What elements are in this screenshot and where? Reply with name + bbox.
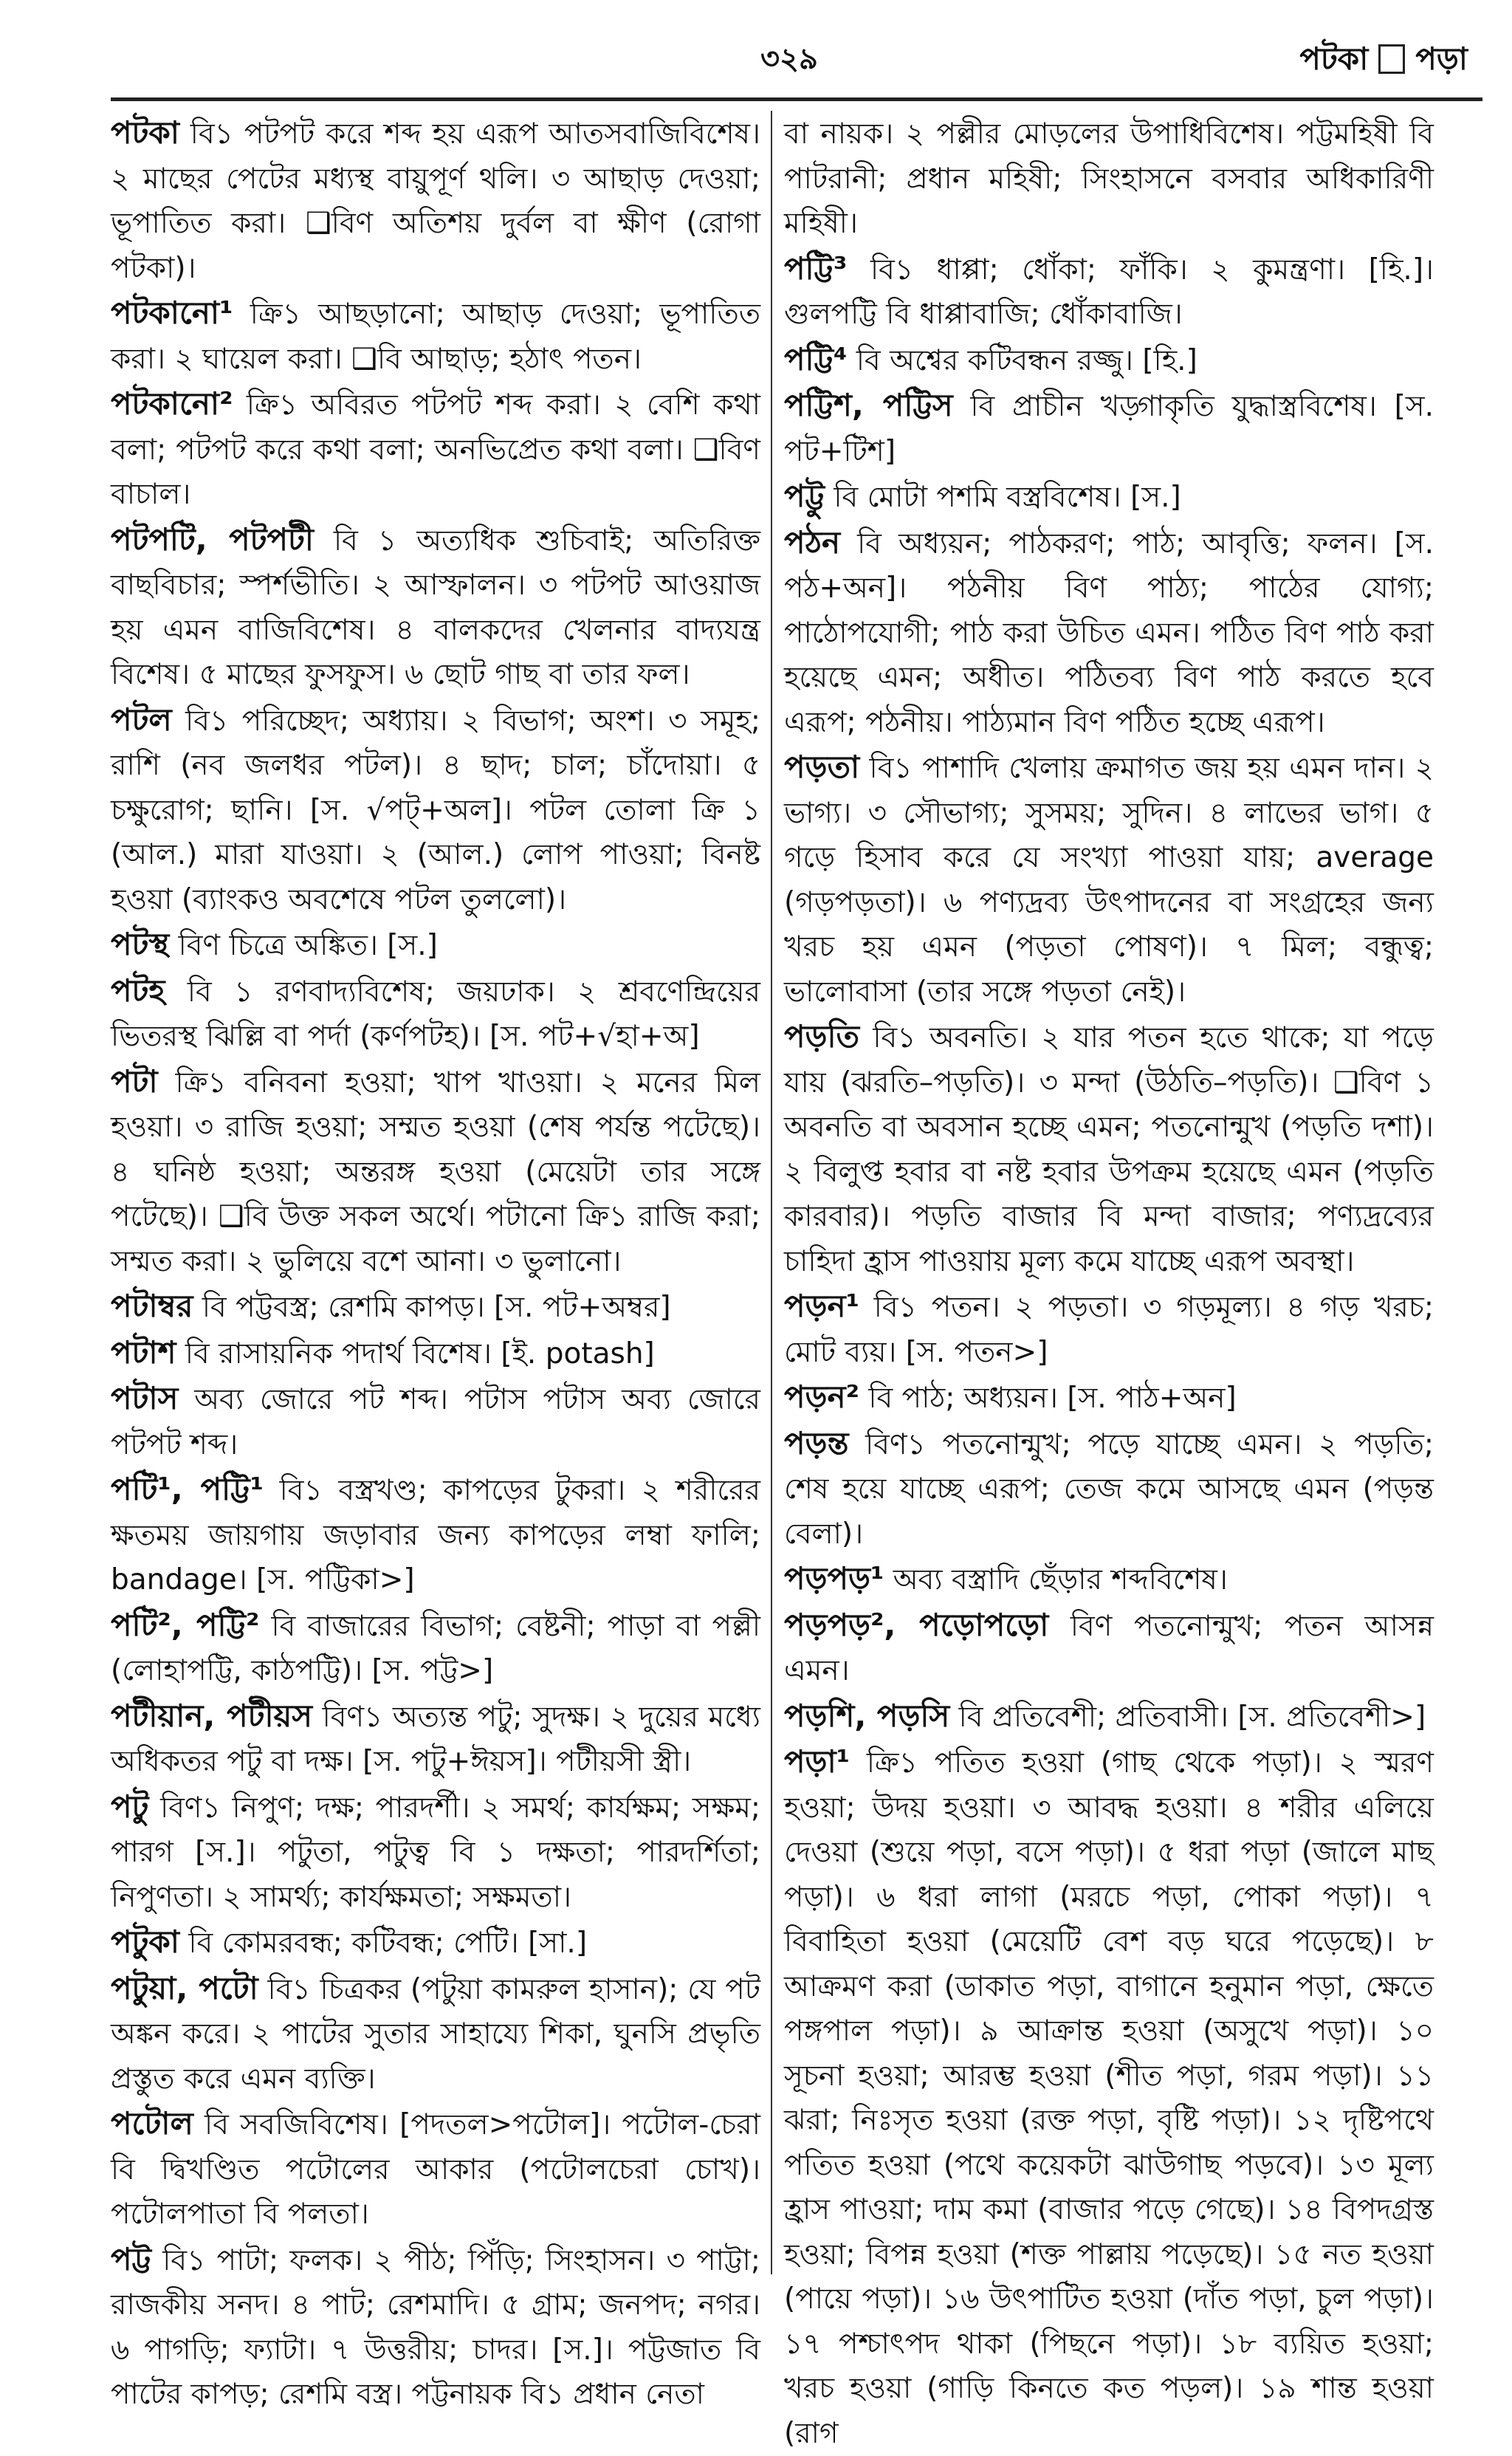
dictionary-entry [111,1467,760,1603]
definition: বি প্রতিবেশী; প্রতিবাসী। [স. প্রতিবেশী>] [949,1700,1426,1734]
dictionary-entry [111,382,760,518]
left-column [111,111,761,2411]
definition: বি ১ রণবাদ্যবিশেষ; জয়ঢাক। ২ শ্রবণেন্দ্রিয়ের ভিতরস্থ ঝিল্লি বা পর্দা (কর্ণপটহ)। [স. পট+√হা+অ] [111,975,760,1053]
headword: পড়ন্ত [784,1424,849,1461]
headword: পটি², পট্টি² [111,1606,260,1643]
dictionary-entry [111,1060,760,1285]
definition: বি বাজারের বিভাগ; বেষ্টনী; পাড়া বা পল্লী (লোহাপট্টি, কাঠপট্টি)। [স. পট্ট>] [111,1609,760,1687]
definition: ক্রি১ অবিরত পটপট শব্দ করা। ২ বেশি কথা বলা; পটপট করে কথা বলা; অনভিপ্রেত কথা বলা। ❑বিণ বাচাল। [111,388,760,511]
separator-box-icon [1378,44,1405,74]
headword: পড়পড়¹ [784,1560,884,1596]
definition: বি১ পাশাদি খেলায় ক্রমাগত জয় হয় এমন দান। ২ ভাগ্য। ৩ সৌভাগ্য; সুসময়; সুদিন। ৪ লাভের ভাগ। ৫ গড়ে হিসাব করে যে সংখ্যা পাওয়া যায়; average (গড়পড়তা)। ৬ পণ্যদ্রব্য উৎপাদনের বা সংগ্রহের জন্য খরচ হয় এমন (পড়তা পোষণ)। ৭ মিল; বন্ধুত্ব; ভালোবাসা (তার সঙ্গে পড়তা নেই)। [784,752,1434,1009]
right-column [784,111,1434,2450]
dictionary-entry [111,2237,760,2418]
definition: বিণ চিত্রে অঙ্কিত। [স.] [169,929,438,962]
headword: পঠন [784,524,841,560]
headword: পটাস [111,1380,179,1416]
headword: পট্টিশ, পট্টিস [784,387,953,423]
definition: বা নায়ক। ২ পল্লীর মোড়লের উপাধিবিশেষ। পট্টমহিষী বি পাটরানী; প্রধান মহিষী; সিংহাসনে বসবার অধিকারিণী মহিষী। [784,117,1434,240]
definition: অব্য বস্ত্রাদি ছেঁড়ার শব্দবিশেষ। [884,1563,1228,1596]
definition: বি অধ্যয়ন; পাঠকরণ; পাঠ; আবৃত্তি; ফলন। [স. পঠ+অন]। পঠনীয় বিণ পাঠ্য; পাঠের যোগ্য; পাঠোপযোগী; পাঠ করা উচিত এমন। পঠিত বিণ পাঠ করা হয়েছে এমন; অধীত। পঠিতব্য বিণ পাঠ করতে হবে এরূপ; পঠনীয়। পাঠ্যমান বিণ পঠিত হচ্ছে এরূপ। [784,526,1434,739]
definition: বিণ১ পতনোন্মুখ; পড়ে যাচ্ছে এমন। ২ পড়তি; শেষ হয়ে যাচ্ছে এরূপ; তেজ কমে আসছে এমন (পড়ন্ত বেলা)। [784,1427,1434,1551]
definition: বিণ পতনোন্মুখ; পতন আসন্ন এমন। [784,1609,1434,1687]
headword: পটকানো² [111,385,233,422]
dictionary-entry [784,1603,1434,1694]
headword: পটি¹, পট্টি¹ [111,1471,264,1507]
headword: পটু [111,1788,149,1825]
definition: বি ১ অত্যধিক শুচিবাই; অতিরিক্ত বাছবিচার; স্পর্শভীতি। ২ আস্ফালন। ৩ পটপট আওয়াজ হয় এমন বাজিবিশেষ। ৪ বালকদের খেলনার বাদ্যযন্ত্র বিশেষ। ৫ মাছের ফুসফুস। ৬ ছোট গাছ বা তার ফল। [111,524,760,691]
definition: বি প্রাচীন খড়্গাকৃতি যুদ্ধাস্ত্রবিশেষ। [স. পট+টিশ] [784,390,1434,468]
definition: বি১ অবনতি। ২ যার পতন হতে থাকে; যা পড়ে যায় (ঝরতি–পড়তি)। ৩ মন্দা (উঠতি–পড়তি)। ❑বিণ ১ অবনতি বা অবসান হচ্ছে এমন; পতনোন্মুখ (পড়তি দশা)। ২ বিলুপ্ত হবার বা নষ্ট হবার উপক্রম হয়েছে এমন (পড়তি কারবার)। পড়তি বাজার বি মন্দা বাজার; পণ্যদ্রব্যের চাহিদা হ্রাস পাওয়ায় মূল্য কমে যাচ্ছে এরূপ অবস্থা। [784,1021,1434,1278]
guide-word-first: পটকা [1299,41,1369,77]
definition: বি কোমরবন্ধ; কটিবন্ধ; পেটি। [সা.] [179,1927,588,1960]
dictionary-entry [111,1694,760,1785]
headword: পটস্থ [111,926,170,962]
definition: বি পাঠ; অধ্যয়ন। [স. পাঠ+অন] [859,1382,1237,1415]
dictionary-entry [784,111,1434,247]
definition: বি সবজিবিশেষ। [পদতল>পটোল]। পটোল-চেরা বি দ্বিখণ্ডিত পটোলের আকার (পটোলচেরা চোখ)। পটোলপাতা বি পলতা। [111,2108,760,2231]
dictionary-entry [111,518,760,698]
definition: বি১ পটপট করে শব্দ হয় এরূপ আতসবাজিবিশেষ। ২ মাছের পেটের মধ্যস্থ বায়ুপূর্ণ থলি। ৩ আছাড় দেওয়া; ভূপাতিত করা। ❑বিণ অতিশয় দুর্বল বা ক্ষীণ (রোগা পটকা)। [111,117,760,285]
dictionary-entry [111,2102,760,2237]
headword: পড়া¹ [784,1743,850,1780]
headword: পটাম্বর [111,1288,193,1324]
headword: পটপটি, পটপটী [111,521,314,558]
dictionary-entry [784,1375,1434,1421]
headword: পটুকা [111,1924,179,1960]
headword: পট্ট [111,2240,151,2277]
header-rule [111,97,1482,101]
dictionary-entry [784,1421,1434,1557]
definition: বি মোটা পশমি বস্ত্রবিশেষ। [স.] [825,481,1181,514]
dictionary-entry [784,1557,1434,1603]
dictionary-entry [111,698,760,923]
headword: পড়পড়², পড়োপড়ো [784,1606,1049,1643]
guide-words [1299,30,1468,89]
dictionary-entry [784,1015,1434,1284]
dictionary-entry [111,1966,760,2102]
dictionary-entry [784,1740,1434,2456]
dictionary-entry [111,1603,760,1694]
definition: ক্রি১ আছড়ানো; আছাড় দেওয়া; ভূপাতিত করা। ২ ঘায়েল করা। ❑বি আছাড়; হঠাৎ পতন। [111,298,760,376]
headword: পটহ [111,972,165,1009]
dictionary-entry [111,111,760,291]
definition: বি১ পরিচ্ছেদ; অধ্যায়। ২ বিভাগ; অংশ। ৩ সমূহ; রাশি (নব জলধর পটল)। ৪ ছাদ; চাল; চাঁদোয়া। ৫ চক্ষুরোগ; ছানি। [স. √পট্+অল]। পটল তোলা ক্রি ১ (আল.) মারা যাওয়া। ২ (আল.) লোপ পাওয়া; বিনষ্ট হওয়া (ব্যাংকও অবশেষে পটল তুললো)। [111,704,760,916]
headword: পট্টু [784,478,825,514]
headword: পটকা [111,114,179,151]
dictionary-entry [784,521,1434,746]
dictionary-entry [111,922,760,969]
dictionary-entry [111,1331,760,1377]
dictionary-entry [784,745,1434,1015]
dictionary-entry [784,1694,1434,1740]
headword: পটা [111,1063,158,1100]
headword: পড়শি, পড়সি [784,1697,950,1734]
dictionary-entry [784,474,1434,521]
headword: পটাশ [111,1334,176,1371]
headword: পটীয়ান, পটীয়স [111,1697,313,1734]
definition: ক্রি১ পতিত হওয়া (গাছ থেকে পড়া)। ২ স্মরণ হওয়া; উদয় হওয়া। ৩ আবদ্ধ হওয়া। ৪ শরীর এলিয়ে দেওয়া (শুয়ে পড়া, বসে পড়া)। ৫ ধরা পড়া (জালে মাছ পড়া)। ৬ ধরা লাগা (মরচে পড়া, পোকা পড়া)। ৭ বিবাহিতা হওয়া (মেয়েটি বেশ বড় ঘরে পড়েছে)। ৮ আক্রমণ করা (ডাকাত পড়া, বাগানে হনুমান পড়া, ক্ষেতে পঙ্গপাল পড়া)। ৯ আক্রান্ত হওয়া (অসুখে পড়া)। ১০ সূচনা হওয়া; আরম্ভ হওয়া (শীত পড়া, গরম পড়া)। ১১ ঝরা; নিঃসৃত হওয়া (রক্ত পড়া, বৃষ্টি পড়া)। ১২ দৃষ্টিপথে পতিত হওয়া (পথে কয়েকটা ঝাউগাছ পড়বে)। ১৩ মূল্য হ্রাস পাওয়া; দাম কমা (বাজার পড়ে গেছে)। ১৪ বিপদগ্রস্ত হওয়া; বিপন্ন হওয়া (শক্ত পাল্লায় পড়েছে)। ১৫ নত হওয়া (পায়ে পড়া)। ১৬ উৎপাটিত হওয়া (দাঁত পড়া, চুল পড়া)। ১৭ পশ্চাৎপদ থাকা (পিছনে পড়া)। ১৮ ব্যয়িত হওয়া; খরচ হওয়া (গাড়ি কিনতে কত পড়ল)। ১৯ শান্ত হওয়া (রাগ [784,1746,1434,2450]
headword: পটুয়া, পটো [111,1969,258,2006]
headword: পড়ন¹ [784,1288,859,1324]
headword: পটকানো¹ [111,295,233,331]
definition: বি১ ধাপ্পা; ধোঁকা; ফাঁকি। ২ কুমন্ত্রণা। [হি.]। গুলপট্টি বি ধাপ্পাবাজি; ধোঁকাবাজি। [784,253,1434,331]
dictionary-entry [784,1284,1434,1375]
headword: পড়তি [784,1018,860,1054]
headword: পট্টি³ [784,250,848,287]
definition: বি১ বস্ত্রখণ্ড; কাপড়ের টুকরা। ২ শরীরের ক্ষতময় জায়গায় জড়াবার জন্য কাপড়ের লম্বা ফালি; bandage। [স. পট্টিকা>] [111,1474,760,1596]
headword: পটল [111,701,172,738]
dictionary-entry [111,1785,760,1921]
definition: বি১ চিত্রকর (পটুয়া কামরুল হাসান); যে পট অঙ্কন করে। ২ পাটের সুতার সাহায্যে শিকা, ঘুনসি প্রভৃতি প্রস্তুত করে এমন ব্যক্তি। [111,1972,761,2096]
definition: বি অশ্বের কটিবন্ধন রজ্জু। [হি.] [847,343,1197,377]
definition: বি১ পাটা; ফলক। ২ পীঠ; পিঁড়ি; সিংহাসন। ৩ পাট্টা; রাজকীয় সনদ। ৪ পাট; রেশমাদি। ৫ গ্রাম; জনপদ; নগর। ৬ পাগড়ি; ফ্যাটা। ৭ উত্তরীয়; চাদর। [স.]। পট্টজাত বি পাটের কাপড়; রেশমি বস্ত্র। পট্টনায়ক বি১ প্রধান নেতা [111,2243,760,2411]
guide-word-last: পড়া [1415,41,1468,77]
headword: পড়ন² [784,1379,859,1415]
headword: পড়তা [784,749,860,785]
definition: বি রাসায়নিক পদার্থ বিশেষ। [ই. potash] [176,1337,655,1371]
definition: বিণ১ নিপুণ; দক্ষ; পারদর্শী। ২ সমর্থ; কার্যক্ষম; সক্ষম; পারগ [স.]। পটুতা, পটুত্ব বি ১ দক্ষতা; পারদর্শিতা; নিপুণতা। ২ সামর্থ্য; কার্যক্ষমতা; সক্ষমতা। [111,1791,760,1914]
definition: অব্য জোরে পট শব্দ। পটাস পটাস অব্য জোরে পটপট শব্দ। [111,1383,760,1461]
page-header [111,30,1468,89]
definition: বি১ পতন। ২ পড়তা। ৩ গড়মূল্য। ৪ গড় খরচ; মোট ব্যয়। [স. পতন>] [784,1291,1434,1369]
dictionary-entry [111,969,760,1060]
headword: পট্টি⁴ [784,340,848,377]
dictionary-entry [111,1376,760,1467]
dictionary-entry [784,383,1434,474]
dictionary-entry [111,1920,760,1966]
dictionary-entry [784,247,1434,337]
headword: পটোল [111,2105,193,2141]
definition: বি পট্টবস্ত্র; রেশমি কাপড়। [স. পট+অম্বর] [193,1291,671,1324]
dictionary-entry [784,337,1434,384]
column-divider [771,111,772,2274]
definition: বিণ১ অত্যন্ত পটু; সুদক্ষ। ২ দুয়ের মধ্যে অধিকতর পটু বা দক্ষ। [স. পটু+ঈয়স]। পটীয়সী স্ত্রী। [111,1700,760,1778]
dictionary-entry [111,1284,760,1331]
definition: ক্রি১ বনিবনা হওয়া; খাপ খাওয়া। ২ মনের মিল হওয়া। ৩ রাজি হওয়া; সম্মত হওয়া (শেষ পর্যন্ত পটেছে)। ৪ ঘনিষ্ঠ হওয়া; অন্তরঙ্গ হওয়া (মেয়েটা তার সঙ্গে পটেছে)। ❑বি উক্ত সকল অর্থে। পটানো ক্রি১ রাজি করা; সম্মত করা। ২ ভুলিয়ে বশে আনা। ৩ ভুলানো। [111,1066,760,1278]
page-number: ৩২৯ [760,42,818,76]
dictionary-entry [111,291,760,382]
